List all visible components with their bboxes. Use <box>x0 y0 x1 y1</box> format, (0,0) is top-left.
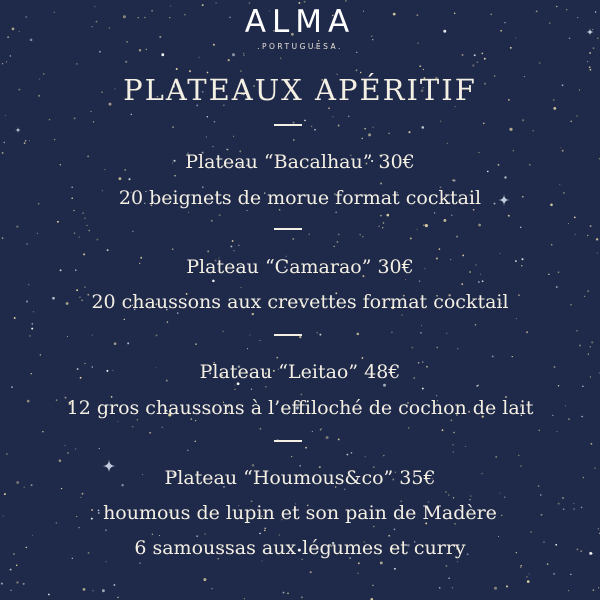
brand-name: ALMA <box>244 4 356 40</box>
plateau-description: 12 gros chaussons à l’effiloché de cochon de lait <box>66 397 534 419</box>
menu-title: PLATEAUX APÉRITIF <box>123 73 477 107</box>
plateau-description: houmous de lupin et son pain de Madère <box>103 502 497 524</box>
brand-logo <box>0 4 600 51</box>
divider <box>274 334 302 336</box>
plateau-description: 20 beignets de morue format cocktail <box>118 187 482 209</box>
divider <box>274 124 302 126</box>
plateau-name: Plateau “Houmous&co” 35€ <box>164 467 436 489</box>
brand-tagline: .PORTUGUESA. <box>257 42 343 51</box>
plateau-name: Plateau “Bacalhau” 30€ <box>185 151 415 173</box>
plateau-name: Plateau “Camarao” 30€ <box>186 256 414 278</box>
divider <box>274 228 302 230</box>
plateau-description: 6 samoussas aux légumes et curry <box>134 537 466 559</box>
plateau-name: Plateau “Leitao” 48€ <box>199 361 401 383</box>
divider <box>274 440 302 442</box>
plateau-description: 20 chaussons aux crevettes format cocktail <box>91 291 509 313</box>
